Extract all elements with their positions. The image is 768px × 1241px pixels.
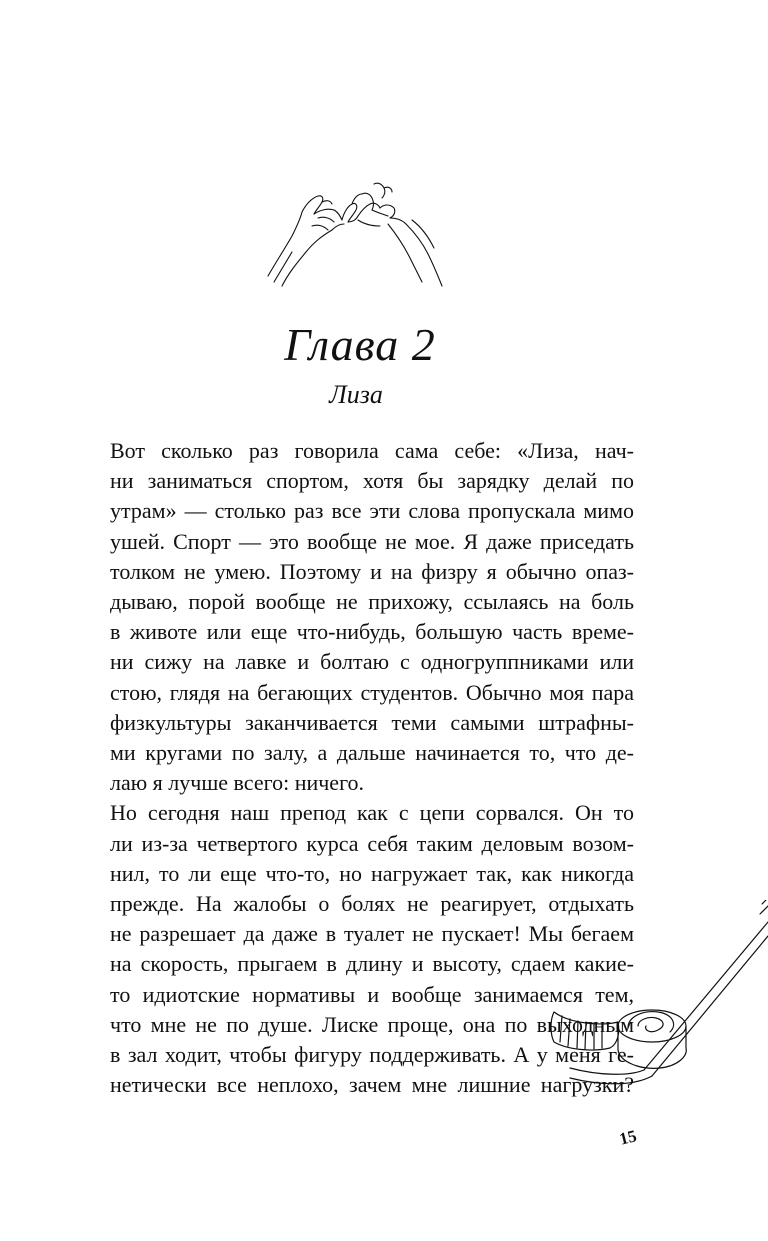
text-line: ми кругами по залу, а дальше начинается то, что де- bbox=[110, 740, 634, 766]
text-line: в животе или еще что-нибудь, большую часть време- bbox=[110, 619, 634, 645]
text-line: то идиотские нормативы и вообще занимаемся тем, bbox=[110, 981, 634, 1007]
paragraph-1 bbox=[110, 436, 634, 798]
text-line: что мне не по душе. Лиске проще, она по выходным bbox=[110, 1011, 634, 1037]
text-line: Но сегодня наш препод как с цепи сорвался. Он то bbox=[110, 800, 634, 826]
text-line: ли из-за четвертого курса себя таким деловым возом- bbox=[110, 830, 634, 856]
chapter-title: Глава 2 bbox=[284, 319, 436, 370]
pinky-promise-hands-icon bbox=[262, 178, 452, 293]
text-line: на скорость, прыгаем в длину и высоту, сдаем какие- bbox=[110, 951, 634, 977]
text-line: нетически все неплохо, зачем мне лишние нагрузки? bbox=[110, 1072, 634, 1098]
text-line: в зал ходит, чтобы фигуру поддерживать. А у меня ге- bbox=[110, 1042, 634, 1068]
text-line: утрам» — столько раз все эти слова пропускала мимо bbox=[110, 498, 634, 524]
text-line: Вот сколько раз говорила сама себе: «Лиза, нач- bbox=[110, 438, 634, 463]
text-line: лаю я лучше всего: ничего. bbox=[110, 770, 365, 796]
text-line: стою, глядя на бегающих студентов. Обычно моя пара bbox=[110, 679, 634, 705]
text-line: физкультуры заканчивается теми самыми штрафны- bbox=[110, 709, 634, 735]
text-line: дываю, порой вообще не прихожу, ссылаясь на боль bbox=[110, 589, 634, 615]
text-line: прежде. На жалобы о болях не реагирует, отдыхать bbox=[110, 891, 634, 917]
chapter-subtitle: Лиза bbox=[329, 380, 383, 409]
text-line: не разрешает да даже в туалет не пускает! Мы бегаем bbox=[110, 921, 634, 947]
text-line: толком не умею. Поэтому и на физру я обычно опаз- bbox=[110, 558, 634, 584]
text-line: ни заниматься спортом, хотя бы зарядку делай по bbox=[110, 468, 634, 494]
text-line: ушей. Спорт — это вообще не мое. Я даже приседать bbox=[110, 528, 634, 554]
hockey-stick-icon bbox=[540, 900, 768, 1100]
page-number: 15 bbox=[617, 1126, 639, 1149]
text-line: ни сижу на лавке и болтаю с одногруппниками или bbox=[110, 649, 634, 675]
text-line: нил, то ли еще что-то, но нагружает так, как никогда bbox=[110, 860, 634, 886]
